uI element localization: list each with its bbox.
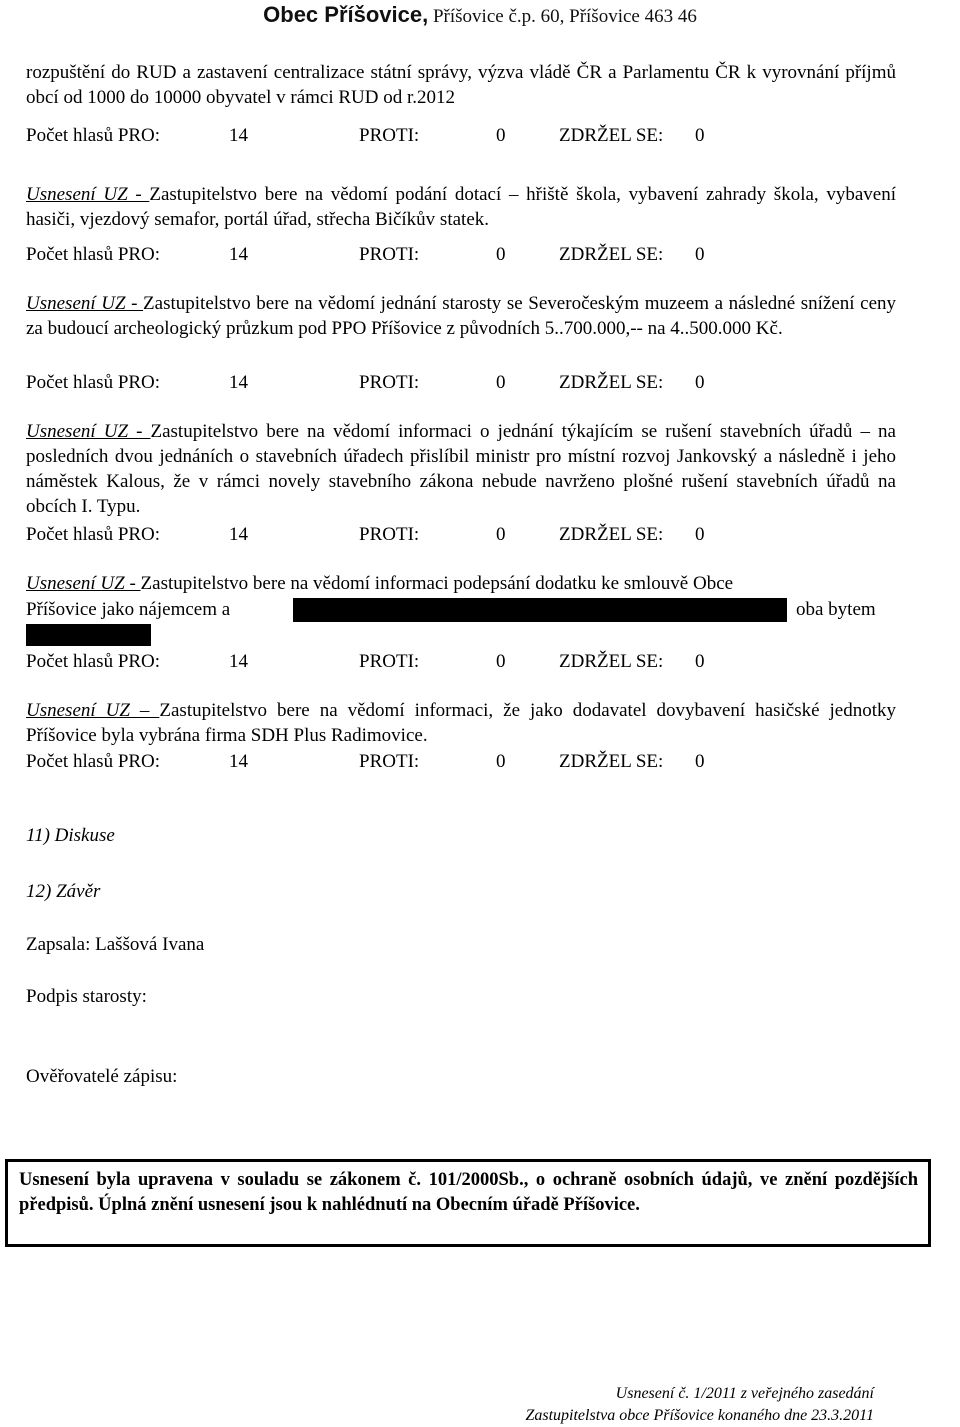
vote-zdrzel-value: 0 [695,524,705,545]
vote-zdrzel-label: ZDRŽEL SE: [559,524,664,545]
vote-proti-value: 0 [496,651,506,672]
header-address: Příšovice č.p. 60, Příšovice 463 46 [432,6,697,27]
vote-zdrzel-value: 0 [695,372,705,393]
resolution-label: Usnesení UZ - [26,293,144,314]
vote-row [26,123,726,148]
resolution-4-line-1 [26,571,733,596]
vote-proti-label: PROTI: [359,651,420,672]
resolution-1 [26,182,896,232]
vote-proti-label: PROTI: [359,372,420,393]
vote-pro-label: Počet hlasů PRO: [26,244,161,265]
vote-pro-label: Počet hlasů PRO: [26,751,161,772]
page-header [0,2,960,28]
resolution-5 [26,698,896,748]
vote-row [26,522,726,547]
data-protection-notice [5,1159,931,1247]
resolution-text: Zastupitelstvo bere na vědomí jednání starosty se Severočeským muzeem a následné snížení ceny za budoucí archeologický průzkum pod PPO Příšovice z původních 5..700.000,-- na 4..500.000 Kč. [26,293,896,339]
section-diskuse: 11) Diskuse [26,825,115,846]
vote-proti-label: PROTI: [359,244,420,265]
vote-zdrzel-label: ZDRŽEL SE: [559,372,664,393]
resolution-text: Zastupitelstvo bere na vědomí podání dotací – hřiště škola, vybavení zahrady škola, vybavení hasiči, vjezdový semafor, portál úřad, střecha Bičíkův statek. [26,184,896,230]
section-zaver: 12) Závěr [26,881,101,902]
mayor-signature-label: Podpis starosty: [26,986,147,1007]
vote-row [26,370,726,395]
resolution-label: Usnesení UZ - [26,421,151,442]
verifiers-label: Ověřovatelé zápisu: [26,1066,178,1087]
vote-pro-label: Počet hlasů PRO: [26,125,161,146]
resolution-4-line-2a: Příšovice jako nájemcem a [26,599,231,620]
redaction-bar [26,624,151,646]
vote-zdrzel-label: ZDRŽEL SE: [559,751,664,772]
vote-zdrzel-value: 0 [695,125,705,146]
vote-pro-value: 14 [229,125,248,146]
vote-zdrzel-label: ZDRŽEL SE: [559,125,664,146]
vote-proti-label: PROTI: [359,125,420,146]
vote-row [26,649,726,674]
vote-zdrzel-value: 0 [695,751,705,772]
footer-line-2: Zastupitelstva obce Příšovice konaného dne 23.3.2011 [525,1407,874,1424]
recorded-by: Zapsala: Laššová Ivana [26,934,205,955]
vote-row [26,749,726,774]
vote-pro-value: 14 [229,244,248,265]
resolution-label: Usnesení UZ - [26,184,150,205]
vote-proti-value: 0 [496,244,506,265]
resolution-label: Usnesení UZ - [26,573,141,594]
vote-pro-label: Počet hlasů PRO: [26,524,161,545]
vote-proti-value: 0 [496,751,506,772]
redaction-bar [293,598,787,622]
vote-row [26,242,726,267]
vote-proti-value: 0 [496,524,506,545]
notice-text: Usnesení byla upravena v souladu se zákonem č. 101/2000Sb., o ochraně osobních údajů, ve znění pozdějších předpisů. Úplná znění usnesení jsou k nahlédnutí na Obecním úřadě Příšovice. [19,1170,918,1215]
vote-pro-label: Počet hlasů PRO: [26,651,161,672]
resolution-2 [26,291,896,341]
resolution-3 [26,419,896,519]
resolution-4-line-2b: oba bytem [796,599,876,620]
header-town: Obec Příšovice, [263,2,429,27]
vote-proti-label: PROTI: [359,524,420,545]
resolution-text: Zastupitelstvo bere na vědomí informaci o jednání týkajícím se rušení stavebních úřadů – na posledních dvou jednáních o stavebních úřadech přislíbil ministr pro místní rozvoj Jankovský a následně i jeho náměstek Kalous, že v rámci novely stavebního zákona nebude navrženo plošné rušení stavebních úřadů na obcích I. Typu. [26,421,896,517]
vote-proti-value: 0 [496,125,506,146]
resolution-text: Zastupitelstvo bere na vědomí informaci, že jako dodavatel dovybavení hasičské jednotky Příšovice byla vybrána firma SDH Plus Radimovice. [26,700,896,746]
vote-pro-value: 14 [229,524,248,545]
vote-zdrzel-value: 0 [695,244,705,265]
vote-pro-value: 14 [229,651,248,672]
vote-pro-value: 14 [229,372,248,393]
vote-pro-label: Počet hlasů PRO: [26,372,161,393]
resolution-text: Zastupitelstvo bere na vědomí informaci podepsání dodatku ke smlouvě Obce [140,573,734,594]
vote-zdrzel-label: ZDRŽEL SE: [559,651,664,672]
intro-text: rozpuštění do RUD a zastavení centralizace státní správy, výzva vládě ČR a Parlamentu ČR k vyrovnání příjmů obcí od 1000 do 10000 obyvatel v rámci RUD od r.2012 [26,62,896,108]
vote-zdrzel-value: 0 [695,651,705,672]
vote-zdrzel-label: ZDRŽEL SE: [559,244,664,265]
vote-proti-value: 0 [496,372,506,393]
vote-pro-value: 14 [229,751,248,772]
footer-line-1: Usnesení č. 1/2011 z veřejného zasedání [615,1385,874,1402]
vote-proti-label: PROTI: [359,751,420,772]
resolution-label: Usnesení UZ – [26,700,160,721]
